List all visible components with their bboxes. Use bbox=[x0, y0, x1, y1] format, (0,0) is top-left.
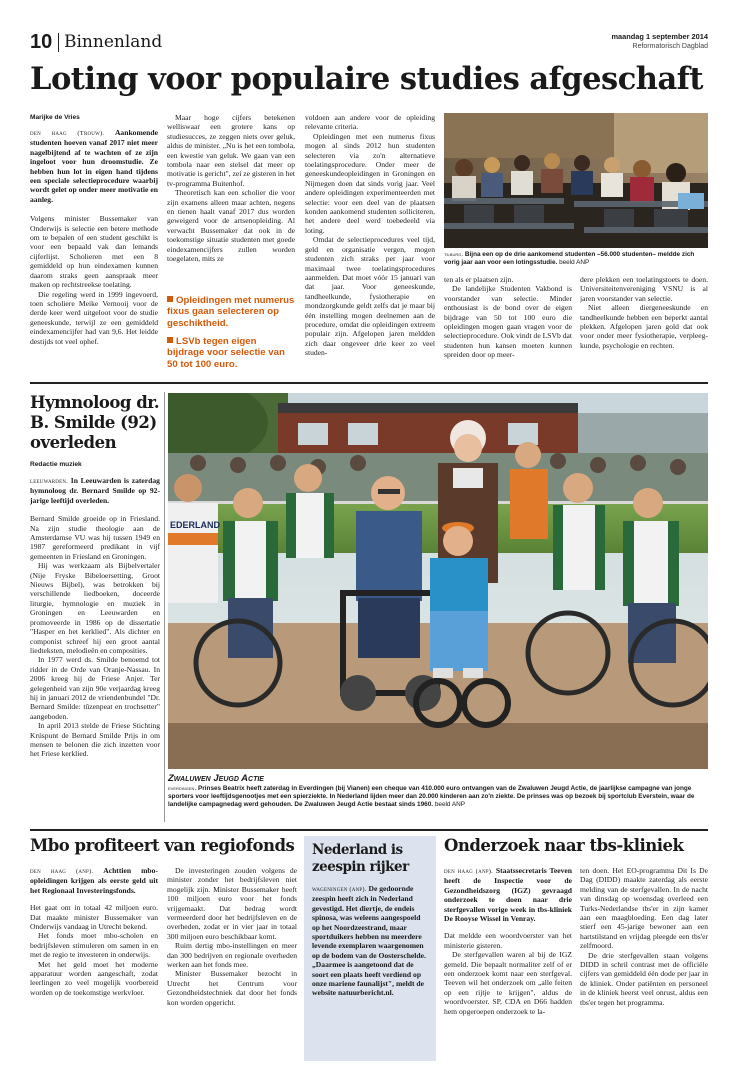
article1-p5: voldoen aan andere voor de opleiding relevante criteria. bbox=[305, 113, 435, 132]
article1-col5 bbox=[580, 275, 708, 371]
article1-p1: Volgens minister Bussemaker van Onderwijs is selectie een betere methode om te bepalen of een student geschikt is voor een bepaald vak dan lemands cijferlijst. Scholieren met een 8 gemiddeld op hun eindexamen kunnen daarom straks geen aanspraak meer maken op rechtstreekse toelating. bbox=[30, 214, 158, 290]
article2-headline: Hymnoloog dr. B. Smilde (92) overleden bbox=[30, 393, 160, 452]
article1-pullquote-2: LSVb tegen eigen bijdrage voor selectie van 50 tot 100 euro. bbox=[167, 336, 285, 370]
article1-col3 bbox=[305, 113, 435, 371]
article4-box bbox=[304, 836, 436, 1061]
article1-headline: Loting voor populaire studies afgeschaft bbox=[30, 61, 703, 97]
article4-headline: Nederland is zeespin rijker bbox=[312, 842, 409, 875]
page-header bbox=[30, 30, 708, 62]
section-separator-2 bbox=[30, 829, 708, 831]
pullquote-square-icon bbox=[167, 337, 173, 343]
article3-lead: Achttien mbo-opleidingen krijgen als eerste geld uit het Regionaal Investeringsfonds. bbox=[30, 866, 158, 895]
article1-photo-caption: tilburg. Bijna een op de drie aankomend studenten –56.000 studenten– meldde zich vorig jaar aan voor een lotingsstudie. beeld ANP bbox=[444, 251, 695, 266]
article1-dateline: den haag (Trouw). bbox=[30, 130, 105, 137]
article1-p11: dere plekken een toelatingstoets te doen. Universiteitenvereniging VSNU is al jaren voorstander van selectie. bbox=[580, 275, 708, 303]
article1-byline: Marijke de Vries bbox=[30, 114, 80, 121]
article2-photo bbox=[168, 393, 708, 769]
article3-headline: Mbo profiteert van regiofonds bbox=[30, 836, 295, 855]
article1-col1 bbox=[30, 128, 158, 368]
article1-p12: Niet alleen diergeneeskunde en tandheelkunde hebben een beperkt aantal plekken. Afgelopen jaren gold dat ook voor onder meer fysiotherapie, verpleeg-kunde, psychologie en rechten. bbox=[580, 303, 708, 350]
article1-photo bbox=[444, 113, 708, 248]
section-name: Binnenland bbox=[64, 32, 163, 52]
article5-col1: den haag (anp). Staatssecretaris Teeven heeft de Inspectie voor de Gezondheidszorg (IGZ) gevraagd onderzoek te doen naar drie sterfgevallen vorige week in tbs-kliniek De Rooyse Wissel in Venray. Dat meldde een woordvoerster van het ministerie gisteren. De sterfgevallen waren al bij de IGZ gemeld. Die bepaalt normaliter zelf of er een onderzoek komt naar een sterfgeval. Teeven wil het onderzoek om „alle feiten op een rijtje te krijgen", aldus de woordvoerster. SP, CDA en D66 hadden hem opgeroepen onderzoek te la- bbox=[444, 866, 572, 1016]
article2-body: leeuwarden. In Leeuwarden is zaterdag hymnoloog dr. Bernard Smilde op 92-jarige leeftijd overleden. Bernard Smilde groeide op in Friesland. Na zijn studie theologie aan de Amsterdamse VU was hij tussen 1949 en 1987 gereformeerd predikant in vijf gemeenten in Friesland en Groningen. Hij was werkzaam als Bijbelvertaler (Nije Fryske Bibeloersetting, Groot Nieuws Bijbel), was betrokken bij verschillende liedboeken, doceerde liturgie, hymnologie en muziek in Groningen en Leeuwarden en promoveerde in 1986 op de dissertatie "Hasper en het kerklied". Als dichter en componist schreef hij een groot aantal liedteksten, melodieën en composities. In 1977 werd ds. Smilde benoemd tot ridder in de Orde van Oranje-Nassau. In 2006 kreeg hij de Friese Anjer. Ter gelegenheid van zijn 90e verjaardag kreeg hij in januari 2012 de vriendenbundel "Dr. Bernard Smilde: tûzenpeat en trochsetter" aangeboden. In april 2013 stelde de Friese Stichting Krúspunt de Bernard Smilde Prijs in om mensen te belonen die zich inzetten voor het Friese kerklied. bbox=[30, 476, 160, 759]
article1-p10: De landelijke Studenten Vakbond is voorstander van selectie. Minder enthousiast is de bond over de eigen bijdrage van 50 tot 100 euro die opleidingen mogen gaan vragen voor de selectieprocedure. Ook vindt de LSVb dat studenten hun kansen moeten kunnen spreiden door op meer- bbox=[444, 284, 572, 360]
article1-p3: Maar hoge cijfers betekenen welliswaar een grotere kans op studiesucces, ze zeggen niets over geluk, aldus de minister. „Nu is het een tombola, een kwestie van geluk. We gaan van een tombola naar een stelsel dat meer op motivatie is gericht", zei ze gisteren in het tv-programma Buitenhof. bbox=[167, 113, 295, 188]
column-divider bbox=[164, 392, 165, 822]
photo2-caption: everdingen. Prinses Beatrix heeft zaterdag in Everdingen (bij Vianen) een cheque van 410.000 euro ontvangen van de Zwaluwen Jeugd Actie, de jaarlijkse campagne van jonge sporters voor leeftijdsgenootjes met een spierziekte. In Nederland lijden meer dan 20.000 kinderen aan zo'n ziekte. De prinses was op bezoek bij sportclub Everstein, waar de landelijke campagnedag werd gehouden. De Zwaluwen Jeugd Actie bestaat sinds 1960. beeld ANP bbox=[168, 785, 695, 808]
paper-name: Reformatorisch Dagblad bbox=[632, 43, 708, 50]
article1-pullquote-1: Opleidingen met numerus fixus gaan selecteren op geschiktheid. bbox=[167, 295, 295, 329]
photo2-credit: beeld ANP bbox=[434, 801, 466, 808]
article5-lead: Staatssecretaris Teeven heeft de Inspectie voor de Gezondheidszorg (IGZ) gevraagd onderzoek te doen naar drie sterfgevallen vorige week in tbs-kliniek De Rooyse Wissel in Venray. bbox=[444, 866, 572, 924]
photo2-title: Zwaluwen Jeugd Actie bbox=[168, 773, 264, 784]
shirt-text: EDERLAND bbox=[170, 520, 221, 530]
photo-credit: beeld ANP bbox=[559, 259, 590, 266]
article1-col4 bbox=[444, 275, 572, 371]
article2-lead: In Leeuwarden is zaterdag hymnoloog dr. Bernard Smilde op 92-jarige leeftijd overleden. bbox=[30, 476, 160, 505]
article1-lead: Aankomende studenten hoeven vanaf 2017 niet meer nagelbijtend af te wachten of ze zijn ingeloot voor hun droomstudie. Ze hebben hun lot in eigen hand tijdens een speciale selectieprocedure waarbij wordt gelet op onder meer motivatie en aanleg. bbox=[30, 128, 158, 204]
article1-p9: ten als er plaatsen zijn. bbox=[444, 275, 514, 284]
pullquote-square-icon bbox=[167, 296, 173, 302]
article3-col2: De investeringen zouden volgens de minister zonder het bedrijfsleven niet mogelijk zijn. Minister Bussemaker heeft 100 miljoen euro voor het fonds vrijgemaakt. Dat bedrag wordt vermeerderd door het bedrijfsleven en de overheden, zodat er in vier jaar in totaal 300 miljoen euro beschikbaar komt. Ruim dertig mbo-instellingen en meer dan 300 bedrijven en regionale overheden werken aan het fonds mee. Minister Bussemaker bezocht in Utrecht het Centrum voor Gezondheidstechniek dat door het fonds kon worden opgericht. bbox=[167, 866, 297, 1007]
issue-date: maandag 1 september 2014 bbox=[611, 32, 708, 41]
header-divider bbox=[58, 33, 59, 52]
wheelchair-athletes-image bbox=[168, 393, 708, 769]
lecture-hall-image bbox=[444, 113, 708, 248]
section-separator-1 bbox=[30, 382, 708, 384]
article1-p6: Opleidingen met een numerus fixus mogen al sinds 2012 hun studenten selecteren via zo'n alternatieve toelatingsprocedure. Onder meer de geneeskundeopleidingen in Groningen en Nijmegen doen dat sinds vorig jaar. Veel andere opleidingen experimenteerden met selectie: voor een deel van de plaatsen konden aankomend studenten solliciteren, het andere deel werd toebedeeld via loting. bbox=[305, 131, 435, 235]
article3-col1: den haag (anp). Achttien mbo-opleidingen krijgen als eerste geld uit het Regionaal Investeringsfonds. Het gaat om in totaal 42 miljoen euro. Dat maakte minister Bussemaker van Onderwijs vandaag in Utrecht bekend. Het fonds moet mbo-scholen en bedrijfsleven stimuleren om samen in en met de regio te investeren in onderwijs. Met het geld moet het moderne apparatuur worden aangeschaft, zodat leerlingen zo veel mogelijk voorbereid worden op de toekomstige werkvloer. bbox=[30, 866, 158, 997]
article4-body: wageningen (anp). De gedoornde zeespin heeft zich in Nederland gevestigd. Het diertje, de endeis spinosa, was weleens aangespoeld op het Noordzeestrand, maar sportduikers hebben nu meerdere levende exemplaren waargenomen op de bodem van de Oosterschelde. „Daarmee is aangetoond dat de soort een plaats heeft verdiend op onze mariene faunalijst", meldt de website natuurbericht.nl. bbox=[312, 884, 426, 998]
article1-p7: Omdat de selectieprocedures veel tijd, geld en organisatie vergen, mogen studenten zich straks per jaar voor maximaal twee toelatingsprocedures aanmelden. Dat moet vóór 15 januari van dat jaar. Voor geneeskunde, tandheelkunde, fysiotherapie en mondzorgkunde geldt zelfs dat je maar bij één instelling mogen deelnemen aan de procedure, omdat die opleidingen extreem populair zijn. Afgelopen jaren meldden zich daar ongeveer drie keer zo veel studen- bbox=[305, 235, 435, 358]
article5-headline: Onderzoek naar tbs-kliniek bbox=[444, 836, 684, 855]
article1-col2 bbox=[167, 113, 295, 288]
page-number: 10 bbox=[30, 31, 53, 53]
article1-p4: Theoretisch kan een scholier die voor zijn examens alleen maar achten, negens en tienen haalt vanaf 2017 dus worden geweigerd voor de artsenopleiding. Al verwacht Bussemaker dat ook in de toekomstige situatie studenten met goede eindexamencijfers zullen worden toegelaten, mits ze bbox=[167, 188, 295, 264]
article2-byline: Redactie muziek bbox=[30, 461, 82, 468]
article1-p2: Die regeling werd in 1999 ingevoerd, toen scholiere Meike Vernooij voor de derde keer werd uitgeloot voor de studie geneeskunde, terwijl ze een gemiddeld eindexamencijfer had van 9,6. Het leidde destijds tot veel ophef. bbox=[30, 289, 158, 346]
article5-col2: ten doen. Het EO-programma Dit Is De Dag (DIDD) maakte zaterdag als eerste melding van de sterfgevallen. In de nacht van dinsdag op woensdag overleed een Turks-Nederlandse tbs'er in zijn kamer aan een maagbloeding. Een dag later stierf een 45-jarige bewoner aan een hartstilstand en vrijdag pleegde een tbs'er zelfmoord. De drie sterfgevallen staan volgens DIDD in schril contrast met de officiële cijfers van gemiddeld één dode per jaar in de kliniek. Onder patiënten en personeel in de kliniek heerst veel onrust, aldus een tbs'er tegen het programma. bbox=[580, 866, 708, 1007]
